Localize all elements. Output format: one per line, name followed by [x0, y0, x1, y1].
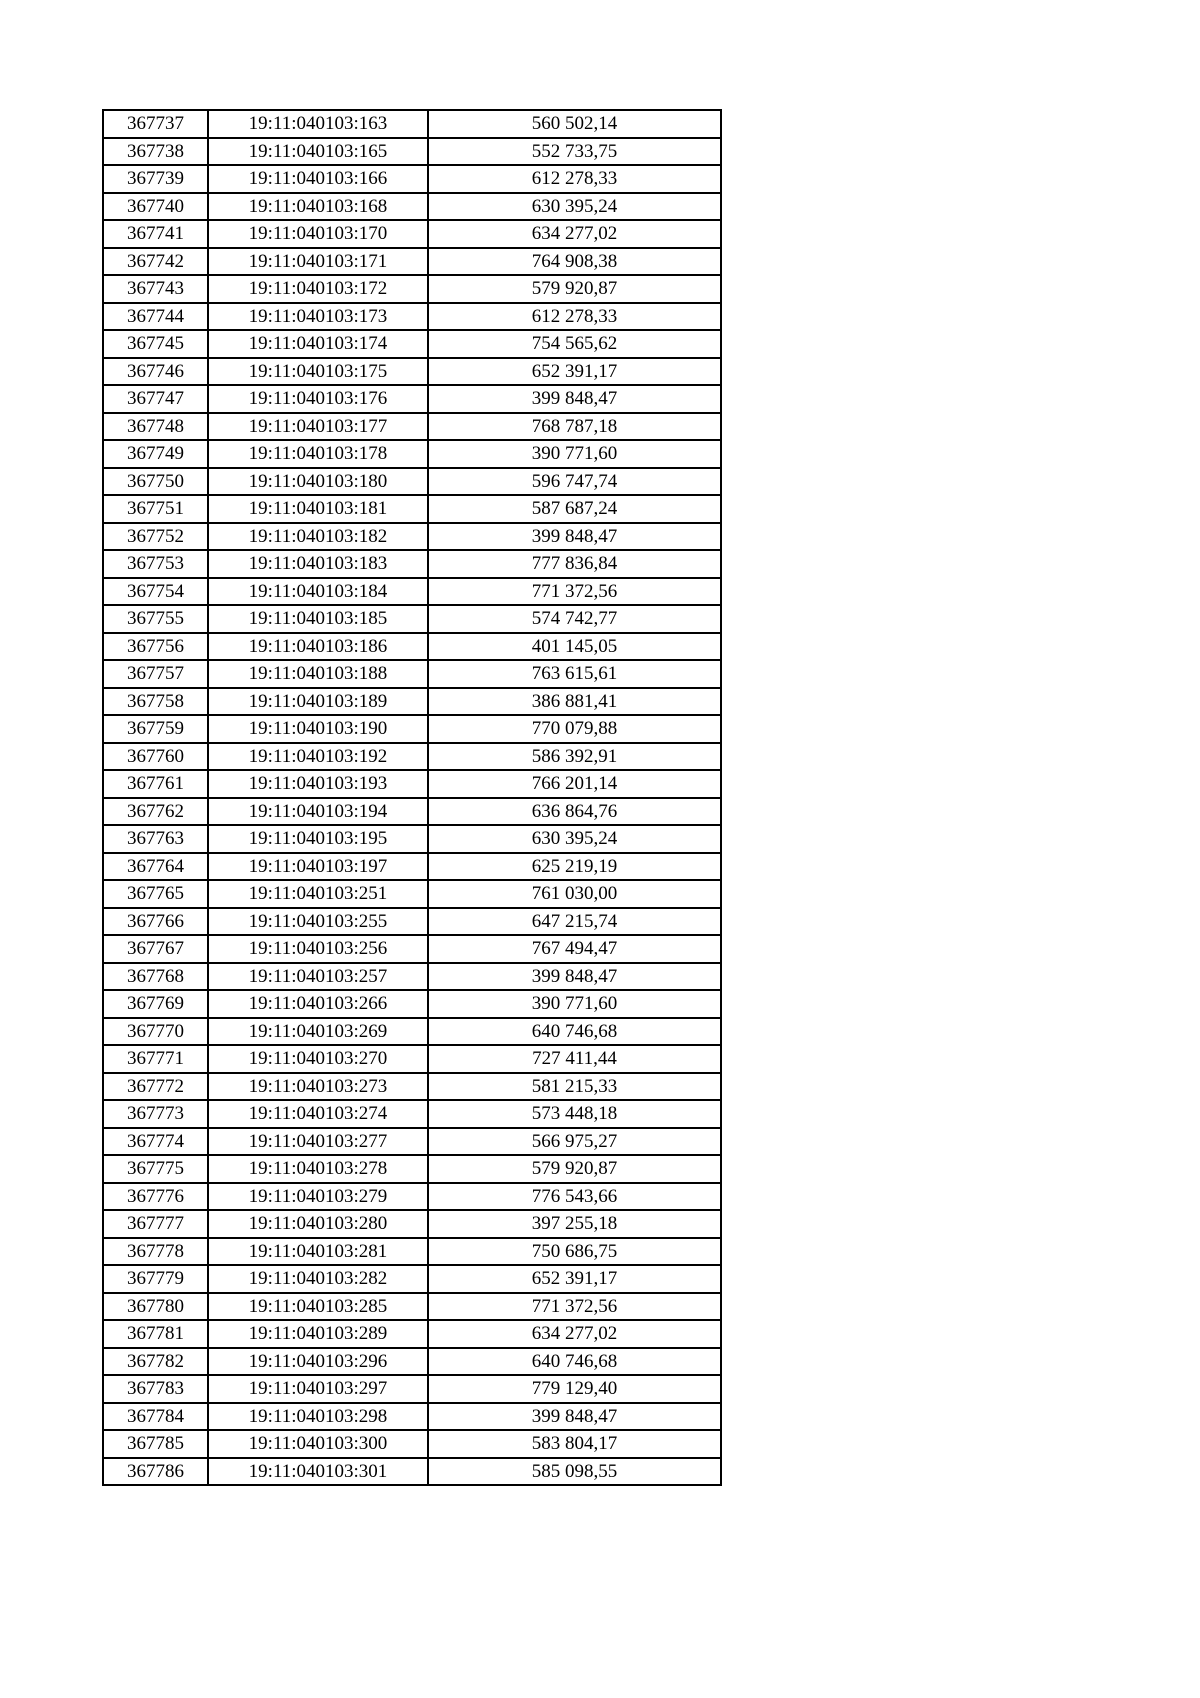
value-cell: 596 747,74 [428, 468, 721, 496]
cadastral-number-cell: 19:11:040103:277 [208, 1128, 428, 1156]
row-number-cell: 367778 [103, 1238, 208, 1266]
row-number-cell: 367746 [103, 358, 208, 386]
value-cell: 579 920,87 [428, 1155, 721, 1183]
cadastral-number-cell: 19:11:040103:270 [208, 1045, 428, 1073]
value-cell: 390 771,60 [428, 440, 721, 468]
value-cell: 652 391,17 [428, 358, 721, 386]
table-row [103, 550, 721, 578]
cadastral-number-cell: 19:11:040103:257 [208, 963, 428, 991]
cadastral-number-cell: 19:11:040103:163 [208, 110, 428, 138]
row-number-cell: 367770 [103, 1018, 208, 1046]
row-number-cell: 367754 [103, 578, 208, 606]
value-cell: 766 201,14 [428, 770, 721, 798]
value-cell: 754 565,62 [428, 330, 721, 358]
row-number-cell: 367755 [103, 605, 208, 633]
cadastral-number-cell: 19:11:040103:285 [208, 1293, 428, 1321]
value-cell: 574 742,77 [428, 605, 721, 633]
cadastral-number-cell: 19:11:040103:182 [208, 523, 428, 551]
table-body [103, 110, 721, 1485]
row-number-cell: 367750 [103, 468, 208, 496]
value-cell: 779 129,40 [428, 1375, 721, 1403]
cadastral-number-cell: 19:11:040103:289 [208, 1320, 428, 1348]
row-number-cell: 367769 [103, 990, 208, 1018]
table-row [103, 990, 721, 1018]
cadastral-number-cell: 19:11:040103:197 [208, 853, 428, 881]
row-number-cell: 367758 [103, 688, 208, 716]
table-row [103, 138, 721, 166]
value-cell: 386 881,41 [428, 688, 721, 716]
cadastral-number-cell: 19:11:040103:279 [208, 1183, 428, 1211]
row-number-cell: 367741 [103, 220, 208, 248]
row-number-cell: 367743 [103, 275, 208, 303]
table-row [103, 1073, 721, 1101]
table-row [103, 1265, 721, 1293]
table-row [103, 1320, 721, 1348]
cadastral-number-cell: 19:11:040103:298 [208, 1403, 428, 1431]
value-cell: 585 098,55 [428, 1458, 721, 1486]
cadastral-number-cell: 19:11:040103:266 [208, 990, 428, 1018]
value-cell: 767 494,47 [428, 935, 721, 963]
value-cell: 399 848,47 [428, 1403, 721, 1431]
value-cell: 640 746,68 [428, 1348, 721, 1376]
table-row [103, 743, 721, 771]
table-row [103, 935, 721, 963]
cadastral-number-cell: 19:11:040103:188 [208, 660, 428, 688]
cadastral-number-cell: 19:11:040103:177 [208, 413, 428, 441]
value-cell: 399 848,47 [428, 963, 721, 991]
table-row [103, 908, 721, 936]
row-number-cell: 367773 [103, 1100, 208, 1128]
row-number-cell: 367768 [103, 963, 208, 991]
row-number-cell: 367766 [103, 908, 208, 936]
table-row [103, 385, 721, 413]
row-number-cell: 367763 [103, 825, 208, 853]
cadastral-number-cell: 19:11:040103:194 [208, 798, 428, 826]
table-row [103, 633, 721, 661]
cadastral-number-cell: 19:11:040103:168 [208, 193, 428, 221]
value-cell: 640 746,68 [428, 1018, 721, 1046]
value-cell: 625 219,19 [428, 853, 721, 881]
table-row [103, 248, 721, 276]
cadastral-number-cell: 19:11:040103:255 [208, 908, 428, 936]
row-number-cell: 367785 [103, 1430, 208, 1458]
table-row [103, 578, 721, 606]
row-number-cell: 367756 [103, 633, 208, 661]
row-number-cell: 367759 [103, 715, 208, 743]
cadastral-number-cell: 19:11:040103:256 [208, 935, 428, 963]
cadastral-number-cell: 19:11:040103:184 [208, 578, 428, 606]
table-row [103, 1155, 721, 1183]
cadastral-number-cell: 19:11:040103:274 [208, 1100, 428, 1128]
table-row [103, 193, 721, 221]
cadastral-value-table [102, 109, 722, 1486]
cadastral-number-cell: 19:11:040103:300 [208, 1430, 428, 1458]
value-cell: 776 543,66 [428, 1183, 721, 1211]
value-cell: 573 448,18 [428, 1100, 721, 1128]
table-row [103, 688, 721, 716]
value-cell: 652 391,17 [428, 1265, 721, 1293]
row-number-cell: 367775 [103, 1155, 208, 1183]
value-cell: 771 372,56 [428, 1293, 721, 1321]
cadastral-number-cell: 19:11:040103:190 [208, 715, 428, 743]
table-row [103, 1210, 721, 1238]
value-cell: 587 687,24 [428, 495, 721, 523]
table-row [103, 1183, 721, 1211]
cadastral-number-cell: 19:11:040103:165 [208, 138, 428, 166]
row-number-cell: 367777 [103, 1210, 208, 1238]
table-row [103, 358, 721, 386]
value-cell: 586 392,91 [428, 743, 721, 771]
table-row [103, 330, 721, 358]
table-row [103, 303, 721, 331]
value-cell: 401 145,05 [428, 633, 721, 661]
row-number-cell: 367780 [103, 1293, 208, 1321]
value-cell: 771 372,56 [428, 578, 721, 606]
table-row [103, 1293, 721, 1321]
value-cell: 634 277,02 [428, 1320, 721, 1348]
row-number-cell: 367740 [103, 193, 208, 221]
row-number-cell: 367737 [103, 110, 208, 138]
cadastral-number-cell: 19:11:040103:176 [208, 385, 428, 413]
value-cell: 777 836,84 [428, 550, 721, 578]
value-cell: 579 920,87 [428, 275, 721, 303]
table-row [103, 523, 721, 551]
cadastral-number-cell: 19:11:040103:281 [208, 1238, 428, 1266]
cadastral-number-cell: 19:11:040103:181 [208, 495, 428, 523]
cadastral-number-cell: 19:11:040103:280 [208, 1210, 428, 1238]
cadastral-number-cell: 19:11:040103:172 [208, 275, 428, 303]
value-cell: 399 848,47 [428, 385, 721, 413]
row-number-cell: 367782 [103, 1348, 208, 1376]
row-number-cell: 367745 [103, 330, 208, 358]
row-number-cell: 367774 [103, 1128, 208, 1156]
table-row [103, 468, 721, 496]
row-number-cell: 367784 [103, 1403, 208, 1431]
value-cell: 566 975,27 [428, 1128, 721, 1156]
table-row [103, 660, 721, 688]
cadastral-number-cell: 19:11:040103:192 [208, 743, 428, 771]
value-cell: 612 278,33 [428, 165, 721, 193]
value-cell: 763 615,61 [428, 660, 721, 688]
table-row [103, 963, 721, 991]
row-number-cell: 367765 [103, 880, 208, 908]
row-number-cell: 367786 [103, 1458, 208, 1486]
row-number-cell: 367771 [103, 1045, 208, 1073]
value-cell: 560 502,14 [428, 110, 721, 138]
cadastral-number-cell: 19:11:040103:185 [208, 605, 428, 633]
value-cell: 399 848,47 [428, 523, 721, 551]
row-number-cell: 367761 [103, 770, 208, 798]
value-cell: 764 908,38 [428, 248, 721, 276]
row-number-cell: 367748 [103, 413, 208, 441]
row-number-cell: 367744 [103, 303, 208, 331]
row-number-cell: 367762 [103, 798, 208, 826]
value-cell: 761 030,00 [428, 880, 721, 908]
table-row [103, 853, 721, 881]
row-number-cell: 367764 [103, 853, 208, 881]
value-cell: 727 411,44 [428, 1045, 721, 1073]
row-number-cell: 367739 [103, 165, 208, 193]
cadastral-number-cell: 19:11:040103:178 [208, 440, 428, 468]
value-cell: 647 215,74 [428, 908, 721, 936]
row-number-cell: 367751 [103, 495, 208, 523]
row-number-cell: 367738 [103, 138, 208, 166]
cadastral-number-cell: 19:11:040103:273 [208, 1073, 428, 1101]
table-row [103, 1458, 721, 1486]
table-row [103, 495, 721, 523]
value-cell: 636 864,76 [428, 798, 721, 826]
row-number-cell: 367760 [103, 743, 208, 771]
table-row [103, 440, 721, 468]
cadastral-number-cell: 19:11:040103:297 [208, 1375, 428, 1403]
cadastral-number-cell: 19:11:040103:186 [208, 633, 428, 661]
value-cell: 581 215,33 [428, 1073, 721, 1101]
value-cell: 634 277,02 [428, 220, 721, 248]
cadastral-number-cell: 19:11:040103:251 [208, 880, 428, 908]
cadastral-number-cell: 19:11:040103:282 [208, 1265, 428, 1293]
cadastral-number-cell: 19:11:040103:174 [208, 330, 428, 358]
table-row [103, 275, 721, 303]
table-row [103, 165, 721, 193]
table-row [103, 798, 721, 826]
row-number-cell: 367783 [103, 1375, 208, 1403]
value-cell: 750 686,75 [428, 1238, 721, 1266]
table-row [103, 1375, 721, 1403]
value-cell: 770 079,88 [428, 715, 721, 743]
row-number-cell: 367757 [103, 660, 208, 688]
table-row [103, 1100, 721, 1128]
table-row [103, 1430, 721, 1458]
cadastral-number-cell: 19:11:040103:296 [208, 1348, 428, 1376]
cadastral-number-cell: 19:11:040103:175 [208, 358, 428, 386]
cadastral-number-cell: 19:11:040103:166 [208, 165, 428, 193]
table-row [103, 1018, 721, 1046]
value-cell: 612 278,33 [428, 303, 721, 331]
table-row [103, 880, 721, 908]
cadastral-number-cell: 19:11:040103:183 [208, 550, 428, 578]
value-cell: 397 255,18 [428, 1210, 721, 1238]
table-row [103, 605, 721, 633]
cadastral-number-cell: 19:11:040103:269 [208, 1018, 428, 1046]
table-row [103, 110, 721, 138]
cadastral-number-cell: 19:11:040103:180 [208, 468, 428, 496]
row-number-cell: 367752 [103, 523, 208, 551]
row-number-cell: 367753 [103, 550, 208, 578]
value-cell: 552 733,75 [428, 138, 721, 166]
table-row [103, 1348, 721, 1376]
cadastral-number-cell: 19:11:040103:195 [208, 825, 428, 853]
cadastral-number-cell: 19:11:040103:189 [208, 688, 428, 716]
row-number-cell: 367781 [103, 1320, 208, 1348]
value-cell: 630 395,24 [428, 193, 721, 221]
table-row [103, 1238, 721, 1266]
table-row [103, 1403, 721, 1431]
value-cell: 768 787,18 [428, 413, 721, 441]
value-cell: 390 771,60 [428, 990, 721, 1018]
row-number-cell: 367749 [103, 440, 208, 468]
row-number-cell: 367767 [103, 935, 208, 963]
table-row [103, 220, 721, 248]
table-row [103, 1045, 721, 1073]
cadastral-number-cell: 19:11:040103:171 [208, 248, 428, 276]
cadastral-number-cell: 19:11:040103:193 [208, 770, 428, 798]
value-cell: 583 804,17 [428, 1430, 721, 1458]
table-row [103, 715, 721, 743]
cadastral-number-cell: 19:11:040103:170 [208, 220, 428, 248]
value-cell: 630 395,24 [428, 825, 721, 853]
table-row [103, 413, 721, 441]
table-row [103, 770, 721, 798]
table-row [103, 825, 721, 853]
row-number-cell: 367779 [103, 1265, 208, 1293]
table-row [103, 1128, 721, 1156]
row-number-cell: 367742 [103, 248, 208, 276]
cadastral-number-cell: 19:11:040103:278 [208, 1155, 428, 1183]
cadastral-number-cell: 19:11:040103:173 [208, 303, 428, 331]
row-number-cell: 367747 [103, 385, 208, 413]
row-number-cell: 367772 [103, 1073, 208, 1101]
row-number-cell: 367776 [103, 1183, 208, 1211]
cadastral-number-cell: 19:11:040103:301 [208, 1458, 428, 1486]
